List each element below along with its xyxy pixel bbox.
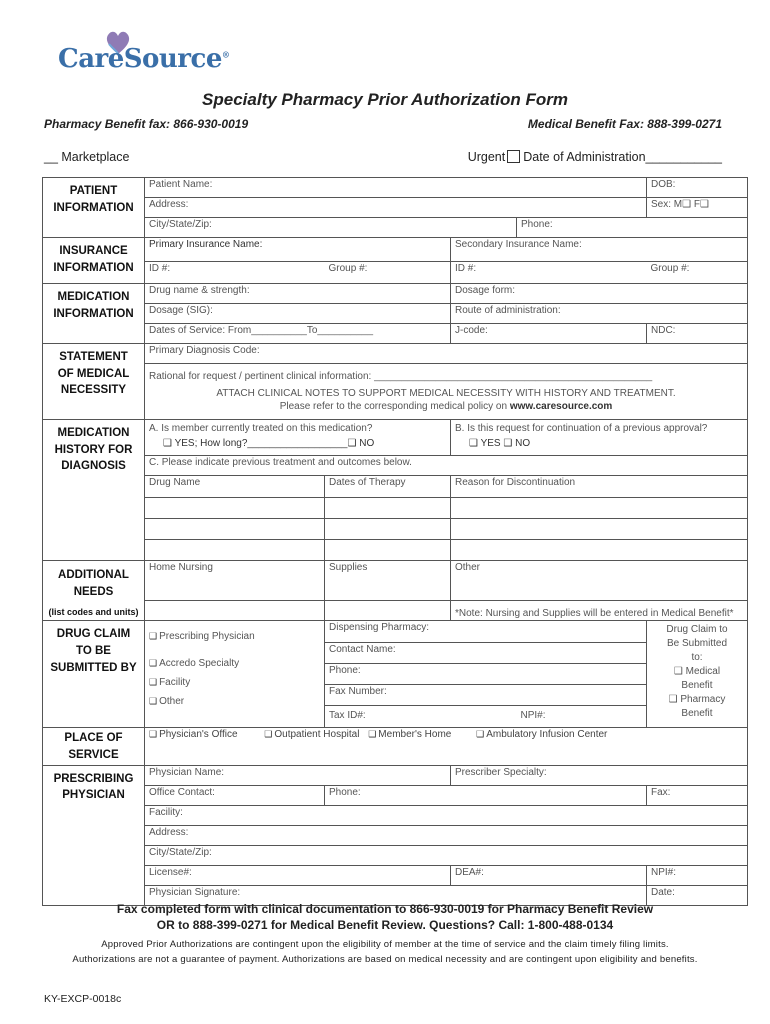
primary-id-field[interactable]: ID #: bbox=[145, 262, 325, 284]
submitted-to-label: Drug Claim to Be Submitted to: bbox=[666, 624, 728, 664]
drug-name-field[interactable]: Drug name & strength: bbox=[145, 284, 451, 304]
physician-npi-field[interactable]: NPI#: bbox=[647, 865, 748, 885]
pharmacy-fax: Pharmacy Benefit fax: 866-930-0019 bbox=[44, 117, 249, 131]
accredo-option[interactable]: ❑ Accredo Specialty bbox=[149, 658, 240, 670]
signature-field[interactable]: Physician Signature: bbox=[145, 885, 647, 905]
history-row bbox=[43, 519, 748, 540]
question-a-answer[interactable]: ❑ YES; How long?__________________❑ NO bbox=[163, 438, 375, 449]
secondary-group-field[interactable]: Group #: bbox=[647, 262, 748, 284]
patient-section-label: PATIENT INFORMATION bbox=[43, 178, 145, 238]
date-field[interactable]: Date: bbox=[647, 885, 748, 905]
jcode-field[interactable]: J-code: bbox=[451, 324, 647, 344]
facility-field[interactable]: Facility: bbox=[145, 805, 748, 825]
history-row bbox=[43, 498, 748, 519]
medical-fax: Medical Benefit Fax: 888-399-0271 bbox=[527, 117, 722, 131]
dea-field[interactable]: DEA#: bbox=[451, 865, 647, 885]
physicians-office-option[interactable]: ❑ Physician's Office bbox=[149, 729, 238, 741]
history-section-label: MEDICATION HISTORY FOR DIAGNOSIS bbox=[43, 420, 145, 561]
question-a: A. Is member currently treated on this medication? bbox=[149, 423, 373, 434]
tax-id-field[interactable]: Tax ID#: bbox=[325, 706, 517, 728]
caresource-logo bbox=[58, 30, 230, 80]
date-of-administration-field[interactable]: Date of Administration___________ bbox=[523, 150, 722, 164]
statement-section-label: STATEMENT OF MEDICAL NECESSITY bbox=[43, 344, 145, 420]
col-dates-therapy: Dates of Therapy bbox=[325, 476, 451, 498]
additional-section-label: ADDITIONAL NEEDS (list codes and units) bbox=[43, 561, 145, 621]
website-link[interactable]: www.caresource.com bbox=[509, 401, 613, 412]
question-c: C. Please indicate previous treatment and outcomes below. bbox=[145, 456, 748, 476]
registered-mark: ® bbox=[221, 49, 230, 60]
home-nursing-field[interactable]: Home Nursing bbox=[145, 561, 325, 601]
ndc-field[interactable]: NDC: bbox=[647, 324, 748, 344]
supplies-field[interactable]: Supplies bbox=[325, 561, 451, 601]
other-option[interactable]: ❑ Other bbox=[149, 696, 185, 708]
logo-text: CareSource bbox=[58, 44, 222, 74]
marketplace-field[interactable]: __ Marketplace bbox=[44, 150, 130, 164]
nursing-supplies-note: *Note: Nursing and Supplies will be entered in Medical Benefit* bbox=[451, 601, 748, 621]
col-reason: Reason for Discontinuation bbox=[451, 476, 748, 498]
dosage-form-field[interactable]: Dosage form: bbox=[451, 284, 748, 304]
urgent-row bbox=[468, 150, 722, 164]
city-state-zip-field[interactable]: City/State/Zip: bbox=[145, 218, 517, 238]
fax-number-field[interactable]: Fax Number: bbox=[325, 685, 647, 706]
members-home-option[interactable]: ❑ Member's Home bbox=[368, 729, 452, 741]
sex-field[interactable]: Sex: M❑ F❑ bbox=[647, 198, 748, 218]
medication-section-label: MEDICATION INFORMATION bbox=[43, 284, 145, 344]
office-contact-field[interactable]: Office Contact: bbox=[145, 785, 325, 805]
patient-name-field[interactable]: Patient Name: bbox=[145, 178, 647, 198]
pharmacy-benefit-option[interactable]: ❑ Pharmacy Benefit bbox=[668, 694, 726, 720]
footer-instructions: Fax completed form with clinical documentation to 866-930-0019 for Pharmacy Benefit Review OR to 888-399-0271 for Medical Benefit Review. Questions? Call: 1-800-488-0134 bbox=[116, 902, 654, 932]
facility-option[interactable]: ❑ Facility bbox=[149, 677, 191, 689]
col-drug-name: Drug Name bbox=[145, 476, 325, 498]
form-title: Specialty Pharmacy Prior Authorization Form bbox=[202, 90, 568, 109]
list-codes-note: (list codes and units) bbox=[48, 607, 139, 618]
diagnosis-code-field[interactable]: Primary Diagnosis Code: bbox=[145, 344, 748, 364]
prescribing-physician-option[interactable]: ❑ Prescribing Physician bbox=[149, 631, 255, 643]
patient-phone-field[interactable]: Phone: bbox=[517, 218, 748, 238]
medical-benefit-option[interactable]: ❑ Medical Benefit bbox=[673, 666, 721, 692]
claim-section-label: DRUG CLAIM TO BE SUBMITTED BY bbox=[43, 621, 145, 728]
physician-name-field[interactable]: Physician Name: bbox=[145, 765, 451, 785]
footer-disclaimer: Approved Prior Authorizations are contingent upon the eligibility of member at the time of service and the claim timely filing limits. Authorizations are not a guarantee of payment. Authorizations are based on medical necessity and are contingent upon eligibility and benefits. bbox=[72, 939, 698, 965]
authorization-form-table bbox=[42, 177, 748, 906]
attach-notes-text: ATTACH CLINICAL NOTES TO SUPPORT MEDICAL NECESSITY WITH HISTORY AND TREATMENT. bbox=[216, 388, 676, 399]
physician-section-label: PRESCRIBING PHYSICIAN bbox=[43, 765, 145, 905]
license-field[interactable]: License#: bbox=[145, 865, 451, 885]
form-code: KY-EXCP-0018c bbox=[44, 993, 122, 1005]
physician-city-field[interactable]: City/State/Zip: bbox=[145, 845, 748, 865]
outpatient-hospital-option[interactable]: ❑ Outpatient Hospital bbox=[264, 729, 360, 741]
urgent-label: Urgent bbox=[467, 150, 506, 164]
rational-field[interactable]: Rational for request / pertinent clinical information: __________________________________________________ bbox=[149, 371, 653, 382]
prescriber-specialty-field[interactable]: Prescriber Specialty: bbox=[451, 765, 748, 785]
dispensing-pharmacy-field[interactable]: Dispensing Pharmacy: bbox=[325, 621, 647, 643]
primary-insurance-field[interactable]: Primary Insurance Name: bbox=[145, 238, 451, 262]
secondary-insurance-field[interactable]: Secondary Insurance Name: bbox=[451, 238, 748, 262]
dosage-sig-field[interactable]: Dosage (SIG): bbox=[145, 304, 451, 324]
route-field[interactable]: Route of administration: bbox=[451, 304, 748, 324]
physician-phone-field[interactable]: Phone: bbox=[325, 785, 647, 805]
physician-fax-field[interactable]: Fax: bbox=[647, 785, 748, 805]
dates-of-service-field[interactable]: Dates of Service: From__________To__________ bbox=[145, 324, 451, 344]
claim-phone-field[interactable]: Phone: bbox=[325, 664, 647, 685]
place-of-service-label: PLACE OF SERVICE bbox=[43, 728, 145, 765]
policy-reference: Please refer to the corresponding medical policy on www.caresource.com bbox=[279, 401, 613, 412]
question-b-answer[interactable]: ❑ YES ❑ NO bbox=[469, 438, 531, 449]
primary-group-field[interactable]: Group #: bbox=[325, 262, 451, 284]
dob-field[interactable]: DOB: bbox=[647, 178, 748, 198]
infusion-center-option[interactable]: ❑ Ambulatory Infusion Center bbox=[476, 729, 608, 741]
insurance-section-label: INSURANCE INFORMATION bbox=[43, 238, 145, 284]
other-needs-field[interactable]: Other bbox=[451, 561, 748, 601]
secondary-id-field[interactable]: ID #: bbox=[451, 262, 647, 284]
physician-address-field[interactable]: Address: bbox=[145, 825, 748, 845]
question-b: B. Is this request for continuation of a previous approval? bbox=[455, 423, 708, 434]
claim-npi-field[interactable]: NPI#: bbox=[517, 706, 647, 728]
history-row bbox=[43, 540, 748, 561]
contact-name-field[interactable]: Contact Name: bbox=[325, 643, 647, 664]
address-field[interactable]: Address: bbox=[145, 198, 647, 218]
urgent-checkbox[interactable] bbox=[507, 150, 520, 163]
